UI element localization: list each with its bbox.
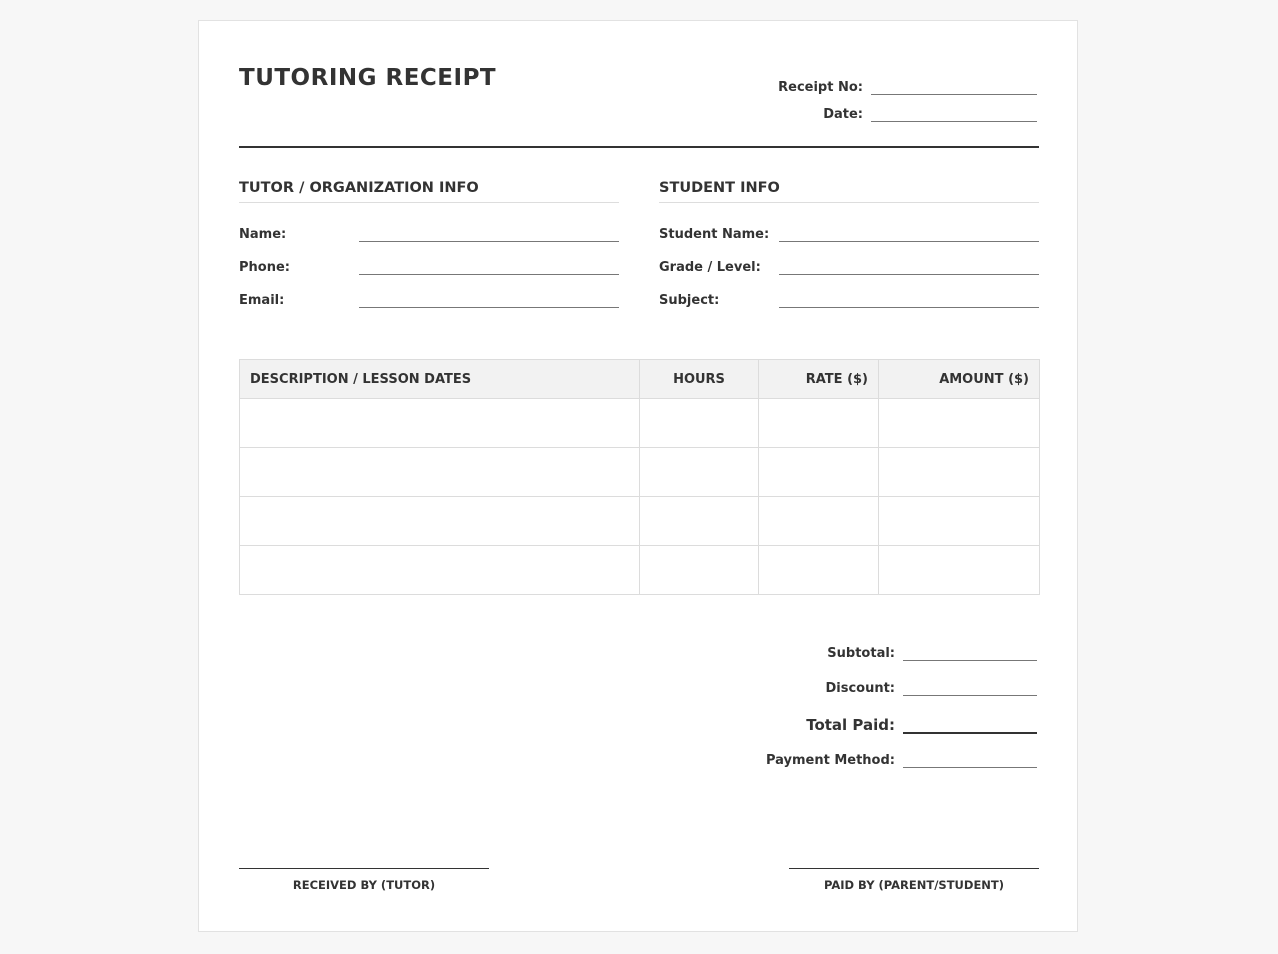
description-cell[interactable] <box>240 448 640 497</box>
paid-by-signature-line[interactable] <box>789 868 1039 869</box>
student-section-title: STUDENT INFO <box>659 180 1039 203</box>
tutor-email-label: Email: <box>239 293 285 308</box>
received-by-label: RECEIVED BY (TUTOR) <box>292 878 436 892</box>
column-header-description: DESCRIPTION / LESSON DATES <box>240 360 640 399</box>
tutor-phone-field[interactable] <box>359 255 619 275</box>
column-header-amount: AMOUNT ($) <box>879 360 1040 399</box>
description-cell[interactable] <box>240 399 640 448</box>
student-name-row <box>659 222 1039 242</box>
hours-cell[interactable] <box>640 497 759 546</box>
amount-cell[interactable] <box>879 546 1040 595</box>
tutor-email-row <box>239 288 619 308</box>
paid-by-label: PAID BY (PARENT/STUDENT) <box>823 878 1005 892</box>
hours-cell[interactable] <box>640 399 759 448</box>
rate-cell[interactable] <box>759 546 879 595</box>
table-row <box>240 399 1040 448</box>
total-paid-label: Total Paid: <box>806 716 895 734</box>
table-header-row <box>240 360 1040 399</box>
rate-cell[interactable] <box>759 497 879 546</box>
column-header-hours: HOURS <box>640 360 759 399</box>
student-subject-row <box>659 288 1039 308</box>
amount-cell[interactable] <box>879 448 1040 497</box>
rate-cell[interactable] <box>759 448 879 497</box>
description-cell[interactable] <box>240 497 640 546</box>
payment-method-field[interactable] <box>903 745 1037 768</box>
date-label: Date: <box>823 107 863 122</box>
subtotal-field[interactable] <box>903 638 1037 661</box>
receipt-no-row <box>778 75 1037 95</box>
tutor-phone-row <box>239 255 619 275</box>
subtotal-label: Subtotal: <box>827 646 895 661</box>
receipt-no-label: Receipt No: <box>778 80 863 95</box>
discount-row <box>825 673 1037 696</box>
payment-method-label: Payment Method: <box>765 753 895 768</box>
student-name-field[interactable] <box>779 222 1039 242</box>
discount-label: Discount: <box>825 681 895 696</box>
amount-cell[interactable] <box>879 497 1040 546</box>
receipt-sheet <box>198 20 1078 932</box>
amount-cell[interactable] <box>879 399 1040 448</box>
student-grade-label: Grade / Level: <box>659 260 761 275</box>
description-cell[interactable] <box>240 546 640 595</box>
paid-by-signature <box>789 868 1039 892</box>
subtotal-row <box>827 638 1037 661</box>
total-paid-field[interactable] <box>903 708 1037 734</box>
discount-field[interactable] <box>903 673 1037 696</box>
lesson-items-table <box>239 359 1040 595</box>
rate-cell[interactable] <box>759 399 879 448</box>
table-row <box>240 448 1040 497</box>
hours-cell[interactable] <box>640 448 759 497</box>
date-row <box>823 102 1037 122</box>
page-title: TUTORING RECEIPT <box>239 65 497 91</box>
received-by-signature-line[interactable] <box>239 868 489 869</box>
student-grade-field[interactable] <box>779 255 1039 275</box>
tutor-name-row <box>239 222 619 242</box>
total-paid-row <box>806 708 1037 734</box>
tutor-phone-label: Phone: <box>239 260 290 275</box>
student-grade-row <box>659 255 1039 275</box>
table-row <box>240 546 1040 595</box>
tutor-name-label: Name: <box>239 227 287 242</box>
tutor-email-field[interactable] <box>359 288 619 308</box>
receipt-no-field[interactable] <box>871 75 1037 95</box>
payment-method-row <box>766 745 1037 768</box>
student-subject-field[interactable] <box>779 288 1039 308</box>
table-row <box>240 497 1040 546</box>
received-by-signature <box>239 868 489 892</box>
column-header-rate: RATE ($) <box>759 360 879 399</box>
header-divider <box>239 146 1039 148</box>
date-field[interactable] <box>871 102 1037 122</box>
tutor-name-field[interactable] <box>359 222 619 242</box>
student-name-label: Student Name: <box>659 227 770 242</box>
tutor-section-title: TUTOR / ORGANIZATION INFO <box>239 180 619 203</box>
hours-cell[interactable] <box>640 546 759 595</box>
student-subject-label: Subject: <box>659 293 720 308</box>
